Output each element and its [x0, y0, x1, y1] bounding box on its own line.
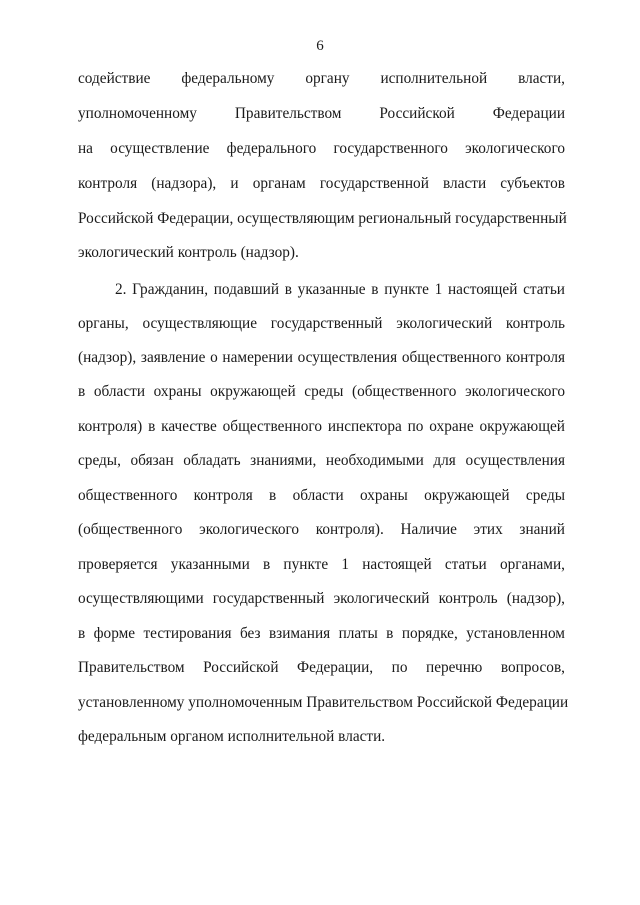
paragraph-1-line: экологический контроль (надзор).	[78, 244, 299, 261]
paragraph-2-line: контроля) в качестве общественного инспектора по охране окружающей	[78, 418, 565, 435]
paragraph-1-line: контроля (надзора), и органам государственной власти субъектов	[78, 175, 565, 192]
paragraph-2-line: (надзор), заявление о намерении осуществления общественного контроля	[78, 349, 565, 366]
paragraph-2-line: среды, обязан обладать знаниями, необходимыми для осуществления	[78, 452, 565, 469]
paragraph-2-line: федеральным органом исполнительной власти.	[78, 728, 386, 745]
paragraph-2-line: Правительством Российской Федерации, по перечню вопросов,	[78, 659, 565, 676]
paragraph-2-line: (общественного экологического контроля). Наличие этих знаний	[78, 521, 565, 538]
paragraph-2-line: проверяется указанными в пункте 1 настоящей статьи органами,	[78, 556, 565, 573]
paragraph-2-line: общественного контроля в области охраны окружающей среды	[78, 487, 565, 504]
page-number: 6	[316, 38, 324, 54]
paragraph-1-line: на осуществление федерального государственного экологического	[78, 140, 565, 157]
paragraph-2-line: осуществляющими государственный экологический контроль (надзор),	[78, 590, 565, 607]
paragraph-2-line: органы, осуществляющие государственный экологический контроль	[78, 315, 565, 332]
paragraph-1-line: уполномоченному Правительством Российской Федерации	[78, 105, 565, 122]
paragraph-2-line: 2. Гражданин, подавший в указанные в пункте 1 настоящей статьи	[115, 281, 565, 298]
paragraph-2-line: в области охраны окружающей среды (общественного экологического	[78, 383, 565, 400]
paragraph-2-line: установленному уполномоченным Правительством Российской Федерации	[78, 694, 569, 711]
paragraph-1-line: содействие федеральному органу исполнительной власти,	[78, 70, 565, 87]
paragraph-2-line: в форме тестирования без взимания платы в порядке, установленном	[78, 625, 565, 642]
paragraph-1-line: Российской Федерации, осуществляющим региональный государственный	[78, 210, 567, 227]
